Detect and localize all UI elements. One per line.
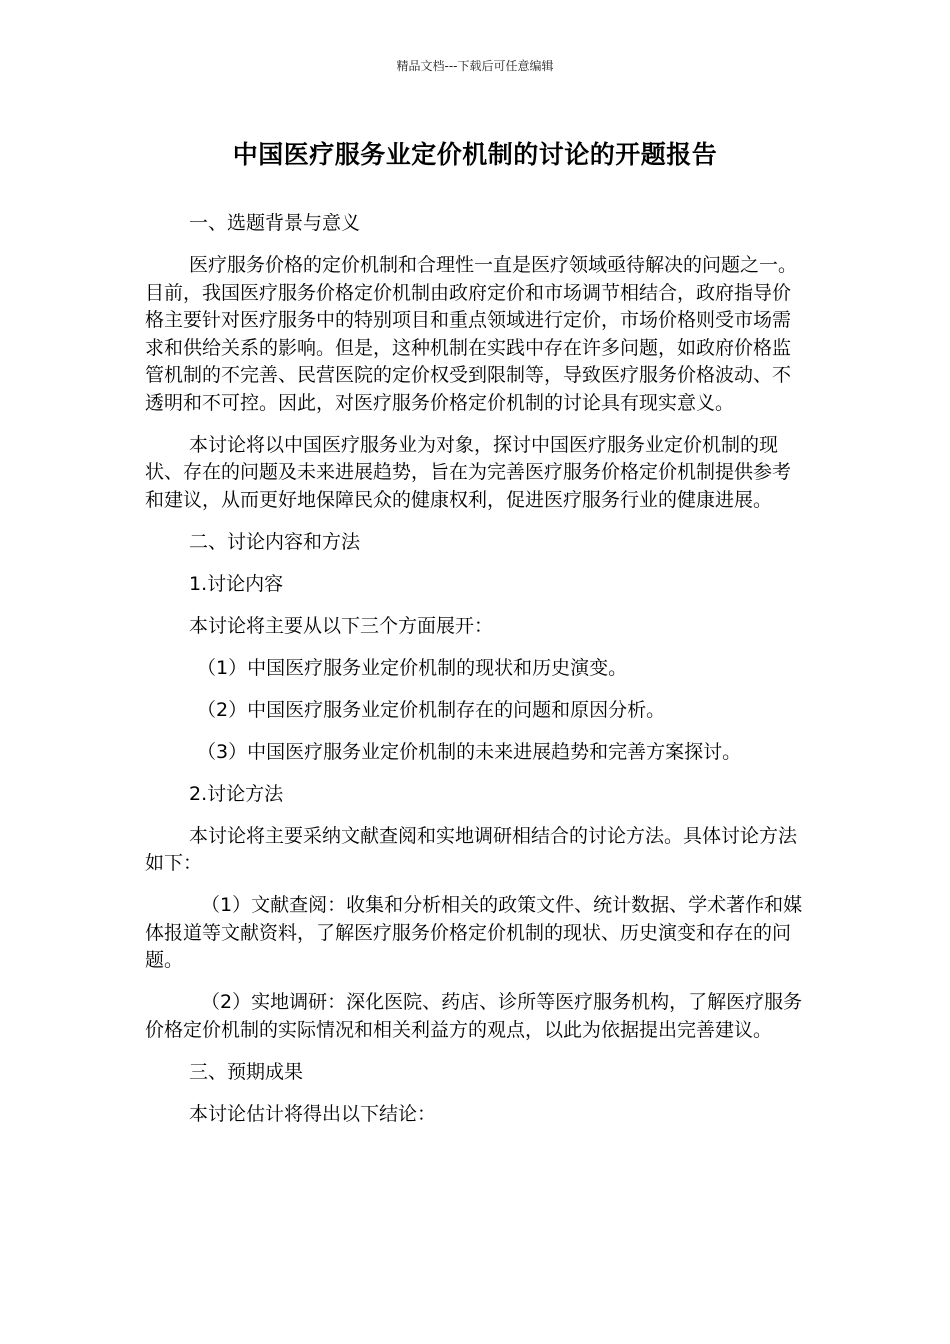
paragraph-expected-intro: 本讨论估计将得出以下结论： — [189, 1102, 437, 1125]
header-note: 精品文档---下载后可任意编辑 — [396, 59, 554, 73]
paragraph-methods-intro: 本讨论将主要采纳文献查阅和实地调研相结合的讨论方法。具体讨论方法如下： — [145, 824, 798, 874]
section-heading-expected-results: 三、预期成果 — [189, 1060, 304, 1083]
list-item-content-2: （2）中国医疗服务业定价机制存在的问题和原因分析。 — [197, 698, 666, 721]
paragraph-background: 医疗服务价格的定价机制和合理性一直是医疗领域亟待解决的问题之一。目前，我国医疗服务价格定价机制由政府定价和市场调节相结合，政府指导价格主要针对医疗服务中的特别项目和重点领域进行定价，市场价格则受市场需求和供给关系的影响。但是，这种机制在实践中存在许多问题，如政府价格监管机制的不完善、民营医院的定价权受到限制等，导致医疗服务价格波动、不透明和不可控。因此，对医疗服务价格定价机制的讨论具有现实意义。 — [145, 254, 798, 414]
list-item-method-2: （2）实地调研：深化医院、药店、诊所等医疗服务机构，了解医疗服务价格定价机制的实际情况和相关利益方的观点，以此为依据提出完善建议。 — [145, 991, 803, 1041]
list-item-method-1: （1）文献查阅：收集和分析相关的政策文件、统计数据、学术著作和媒体报道等文献资料，了解医疗服务价格定价机制的现状、历史演变和存在的问题。 — [145, 894, 803, 971]
section-heading-background: 一、选题背景与意义 — [189, 212, 361, 234]
subheading-methods: 2.讨论方法 — [189, 782, 284, 805]
section-heading-content-methods: 二、讨论内容和方法 — [189, 530, 361, 553]
list-item-content-1: （1）中国医疗服务业定价机制的现状和历史演变。 — [197, 656, 628, 679]
paragraph-content-intro: 本讨论将主要从以下三个方面展开： — [189, 614, 494, 637]
paragraph-purpose: 本讨论将以中国医疗服务业为对象，探讨中国医疗服务业定价机制的现状、存在的问题及未来进展趋势，旨在为完善医疗服务价格定价机制提供参考和建议，从而更好地保障民众的健康权利，促进医疗服务行业的健康进展。 — [145, 433, 792, 511]
document-title: 中国医疗服务业定价机制的讨论的开题报告 — [232, 140, 718, 169]
list-item-content-3: （3）中国医疗服务业定价机制的未来进展趋势和完善方案探讨。 — [197, 740, 742, 763]
subheading-content: 1.讨论内容 — [189, 572, 284, 595]
document-body — [145, 210, 805, 1143]
